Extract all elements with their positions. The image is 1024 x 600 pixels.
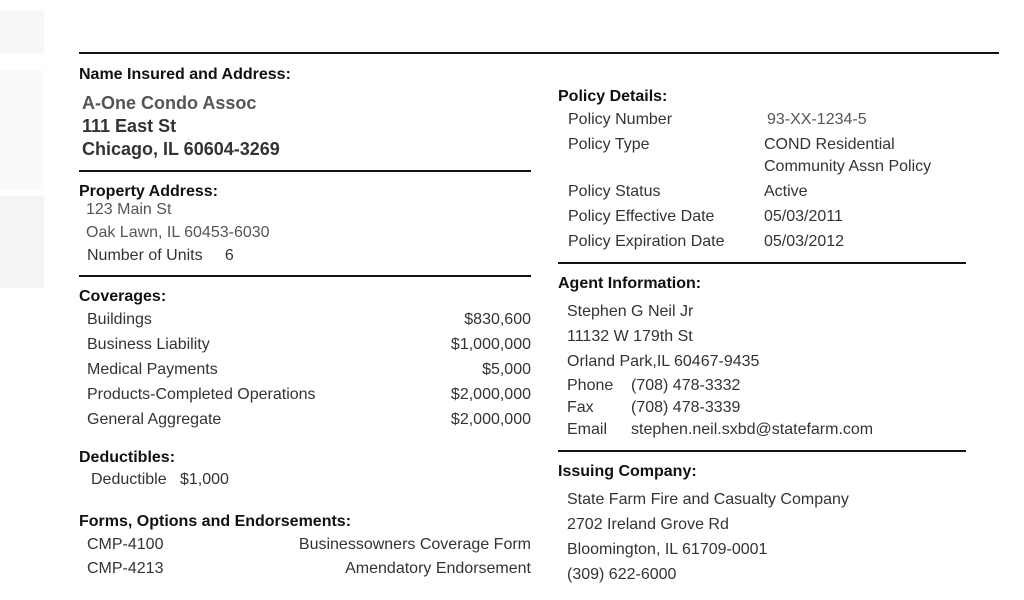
policy-value: COND Residential — [764, 136, 895, 153]
agent-email: stephen.neil.sxbd@statefarm.com — [631, 421, 874, 438]
property-title: Property Address: — [79, 183, 218, 200]
form-code: CMP-4100 — [87, 536, 164, 553]
policy-title: Policy Details: — [558, 88, 668, 105]
policy-row — [568, 179, 966, 204]
policy-key: Policy Type — [568, 136, 650, 153]
coverage-label: Products-Completed Operations — [87, 386, 316, 403]
agent-phone: (708) 478-3332 — [631, 377, 741, 394]
insured-line1: 111 East St — [82, 116, 177, 136]
right-column — [558, 88, 966, 587]
units-row — [79, 244, 531, 267]
coverage-row — [87, 407, 531, 432]
coverage-label: General Aggregate — [87, 411, 222, 428]
policy-list — [558, 107, 966, 254]
company-addr2: Bloomington, IL 61709-0001 — [567, 541, 768, 558]
left-column — [79, 66, 531, 581]
agent-addr2: Orland Park,IL 60467-9435 — [567, 353, 760, 370]
margin-block — [0, 70, 44, 190]
fax-label: Fax — [567, 399, 594, 416]
forms-title: Forms, Options and Endorsements: — [79, 513, 352, 530]
company-section — [558, 463, 966, 587]
deductibles-section — [79, 449, 531, 491]
coverage-label: Business Liability — [87, 336, 210, 353]
company-name: State Farm Fire and Casualty Company — [567, 491, 849, 508]
coverage-row — [87, 357, 531, 382]
forms-list — [79, 533, 531, 581]
forms-section — [79, 513, 531, 581]
property-section — [79, 183, 531, 267]
insured-name: A-One Condo Assoc — [82, 93, 257, 113]
policy-key: Policy Effective Date — [568, 208, 715, 225]
policy-section — [558, 88, 966, 254]
margin-block — [0, 10, 44, 54]
policy-value: Community Assn Policy — [764, 158, 932, 175]
form-row — [87, 533, 531, 557]
agent-phone-row — [567, 374, 966, 397]
form-code: CMP-4213 — [87, 560, 164, 577]
company-title: Issuing Company: — [558, 463, 697, 480]
insured-line2: Chicago, IL 60604-3269 — [82, 139, 280, 159]
units-label: Number of Units — [87, 247, 203, 264]
insured-section — [79, 66, 531, 161]
deductibles-title: Deductibles: — [79, 449, 176, 466]
coverage-label: Medical Payments — [87, 361, 218, 378]
agent-section — [558, 275, 966, 441]
coverages-title: Coverages: — [79, 288, 167, 305]
top-rule — [79, 52, 999, 54]
policy-value: Active — [764, 183, 808, 200]
form-desc: Amendatory Endorsement — [345, 560, 531, 577]
agent-email-row — [567, 419, 966, 441]
coverage-row — [87, 382, 531, 407]
deductible-row — [79, 468, 531, 491]
left-margin-strip — [0, 0, 46, 600]
agent-fax-row — [567, 397, 966, 419]
coverage-amount: $1,000,000 — [450, 336, 531, 353]
units-value: 6 — [224, 247, 234, 264]
section-divider — [79, 170, 531, 172]
agent-info — [558, 299, 966, 441]
coverage-label: Buildings — [87, 311, 152, 328]
insured-title: Name Insured and Address: — [79, 66, 291, 83]
policy-value: 05/03/2011 — [764, 208, 843, 225]
company-info — [558, 487, 966, 587]
policy-value: 05/03/2012 — [764, 233, 845, 250]
agent-title: Agent Information: — [558, 275, 702, 292]
insured-address — [79, 92, 531, 161]
section-divider — [558, 262, 966, 264]
policy-row — [568, 107, 966, 132]
deductible-label: Deductible — [91, 471, 167, 488]
agent-fax: (708) 478-3339 — [631, 399, 741, 416]
email-label: Email — [567, 421, 608, 438]
margin-block — [0, 196, 44, 288]
policy-key: Policy Expiration Date — [568, 233, 725, 250]
coverage-amount: $2,000,000 — [450, 386, 531, 403]
coverage-row — [87, 307, 531, 332]
section-divider — [558, 450, 966, 452]
property-line1: 123 Main St — [86, 201, 172, 218]
form-desc: Businessowners Coverage Form — [298, 536, 531, 553]
deductible-amount: $1,000 — [179, 471, 229, 488]
policy-key: Policy Status — [568, 183, 661, 200]
policy-value: 93-XX-1234-5 — [767, 111, 867, 128]
policy-row — [568, 154, 966, 179]
policy-key — [568, 154, 764, 179]
coverage-amount: $2,000,000 — [450, 411, 531, 428]
policy-row — [568, 204, 966, 229]
property-line2: Oak Lawn, IL 60453-6030 — [86, 224, 270, 241]
coverages-section — [79, 288, 531, 432]
agent-addr1: 11132 W 179th St — [567, 328, 693, 345]
company-addr1: 2702 Ireland Grove Rd — [567, 516, 729, 533]
section-divider — [79, 275, 531, 277]
policy-row — [568, 229, 966, 254]
coverage-amount: $5,000 — [482, 361, 531, 378]
company-phone: (309) 622-6000 — [567, 566, 677, 583]
coverages-list — [79, 307, 531, 432]
policy-key: Policy Number — [568, 111, 673, 128]
coverage-amount: $830,600 — [464, 311, 531, 328]
phone-label: Phone — [567, 377, 614, 394]
coverage-row — [87, 332, 531, 357]
form-row — [87, 557, 531, 581]
agent-name: Stephen G Neil Jr — [567, 303, 694, 320]
